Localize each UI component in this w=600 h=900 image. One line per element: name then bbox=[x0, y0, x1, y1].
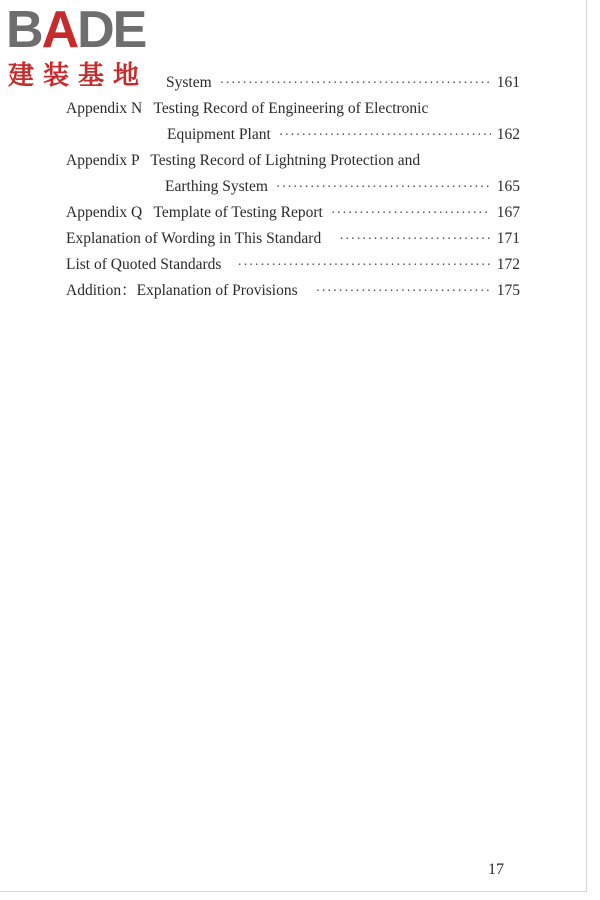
toc-line-appendix-q bbox=[66, 201, 520, 225]
page-edge-right bbox=[586, 0, 587, 892]
brand-letters: DE bbox=[77, 1, 146, 59]
toc-leader-dots bbox=[220, 72, 491, 96]
toc-entry-label: Explanation of Wording in This Standard bbox=[66, 230, 322, 247]
toc-entry-page: 165 bbox=[496, 178, 520, 195]
toc-leader-dots bbox=[316, 280, 491, 304]
toc-leader-dots bbox=[339, 228, 491, 252]
brand-wordmark bbox=[6, 2, 145, 58]
toc-entry-page: 175 bbox=[496, 282, 520, 299]
toc-entry-label: Addition：Explanation of Provisions bbox=[66, 282, 298, 299]
toc-line-explanation-of-wording bbox=[66, 227, 520, 251]
watermark-logo bbox=[6, 2, 196, 102]
page-number: 17 bbox=[488, 861, 504, 878]
toc-leader-dots bbox=[331, 202, 491, 226]
toc-leader-dots bbox=[237, 254, 490, 278]
toc-line-quoted-standards bbox=[66, 253, 520, 277]
toc-line-system bbox=[166, 71, 520, 95]
toc-entry-label: Appendix N Testing Record of Engineering of Electronic bbox=[66, 100, 429, 117]
toc-entry-label: Earthing System bbox=[165, 178, 268, 195]
page-edge-bottom bbox=[0, 891, 587, 892]
toc-entry-page: 167 bbox=[496, 204, 520, 221]
toc-entry-page: 172 bbox=[496, 256, 520, 273]
toc-leader-dots bbox=[279, 124, 491, 148]
toc-entry-label: Appendix P Testing Record of Lightning Protection and bbox=[66, 152, 421, 169]
brand-chinese-name: 建装基地 bbox=[8, 61, 149, 91]
brand-letter: B bbox=[6, 1, 42, 59]
toc-entry-page: 162 bbox=[496, 126, 520, 143]
toc-line-addition bbox=[66, 279, 520, 303]
toc-entry-label: Equipment Plant bbox=[167, 126, 271, 143]
toc-entry-page: 161 bbox=[496, 74, 520, 91]
toc-leader-dots bbox=[276, 176, 491, 200]
brand-accent-letter: A bbox=[41, 1, 78, 59]
toc-entry-label: System bbox=[166, 74, 212, 91]
toc-line-appendix-n-cont bbox=[167, 123, 520, 147]
toc-line-appendix-p-cont bbox=[165, 175, 520, 199]
toc-line-appendix-p bbox=[66, 149, 526, 173]
toc-entry-label: List of Quoted Standards bbox=[66, 256, 222, 273]
toc-entry-page: 171 bbox=[496, 230, 520, 247]
toc-entry-label: Appendix Q Template of Testing Report bbox=[66, 204, 323, 221]
